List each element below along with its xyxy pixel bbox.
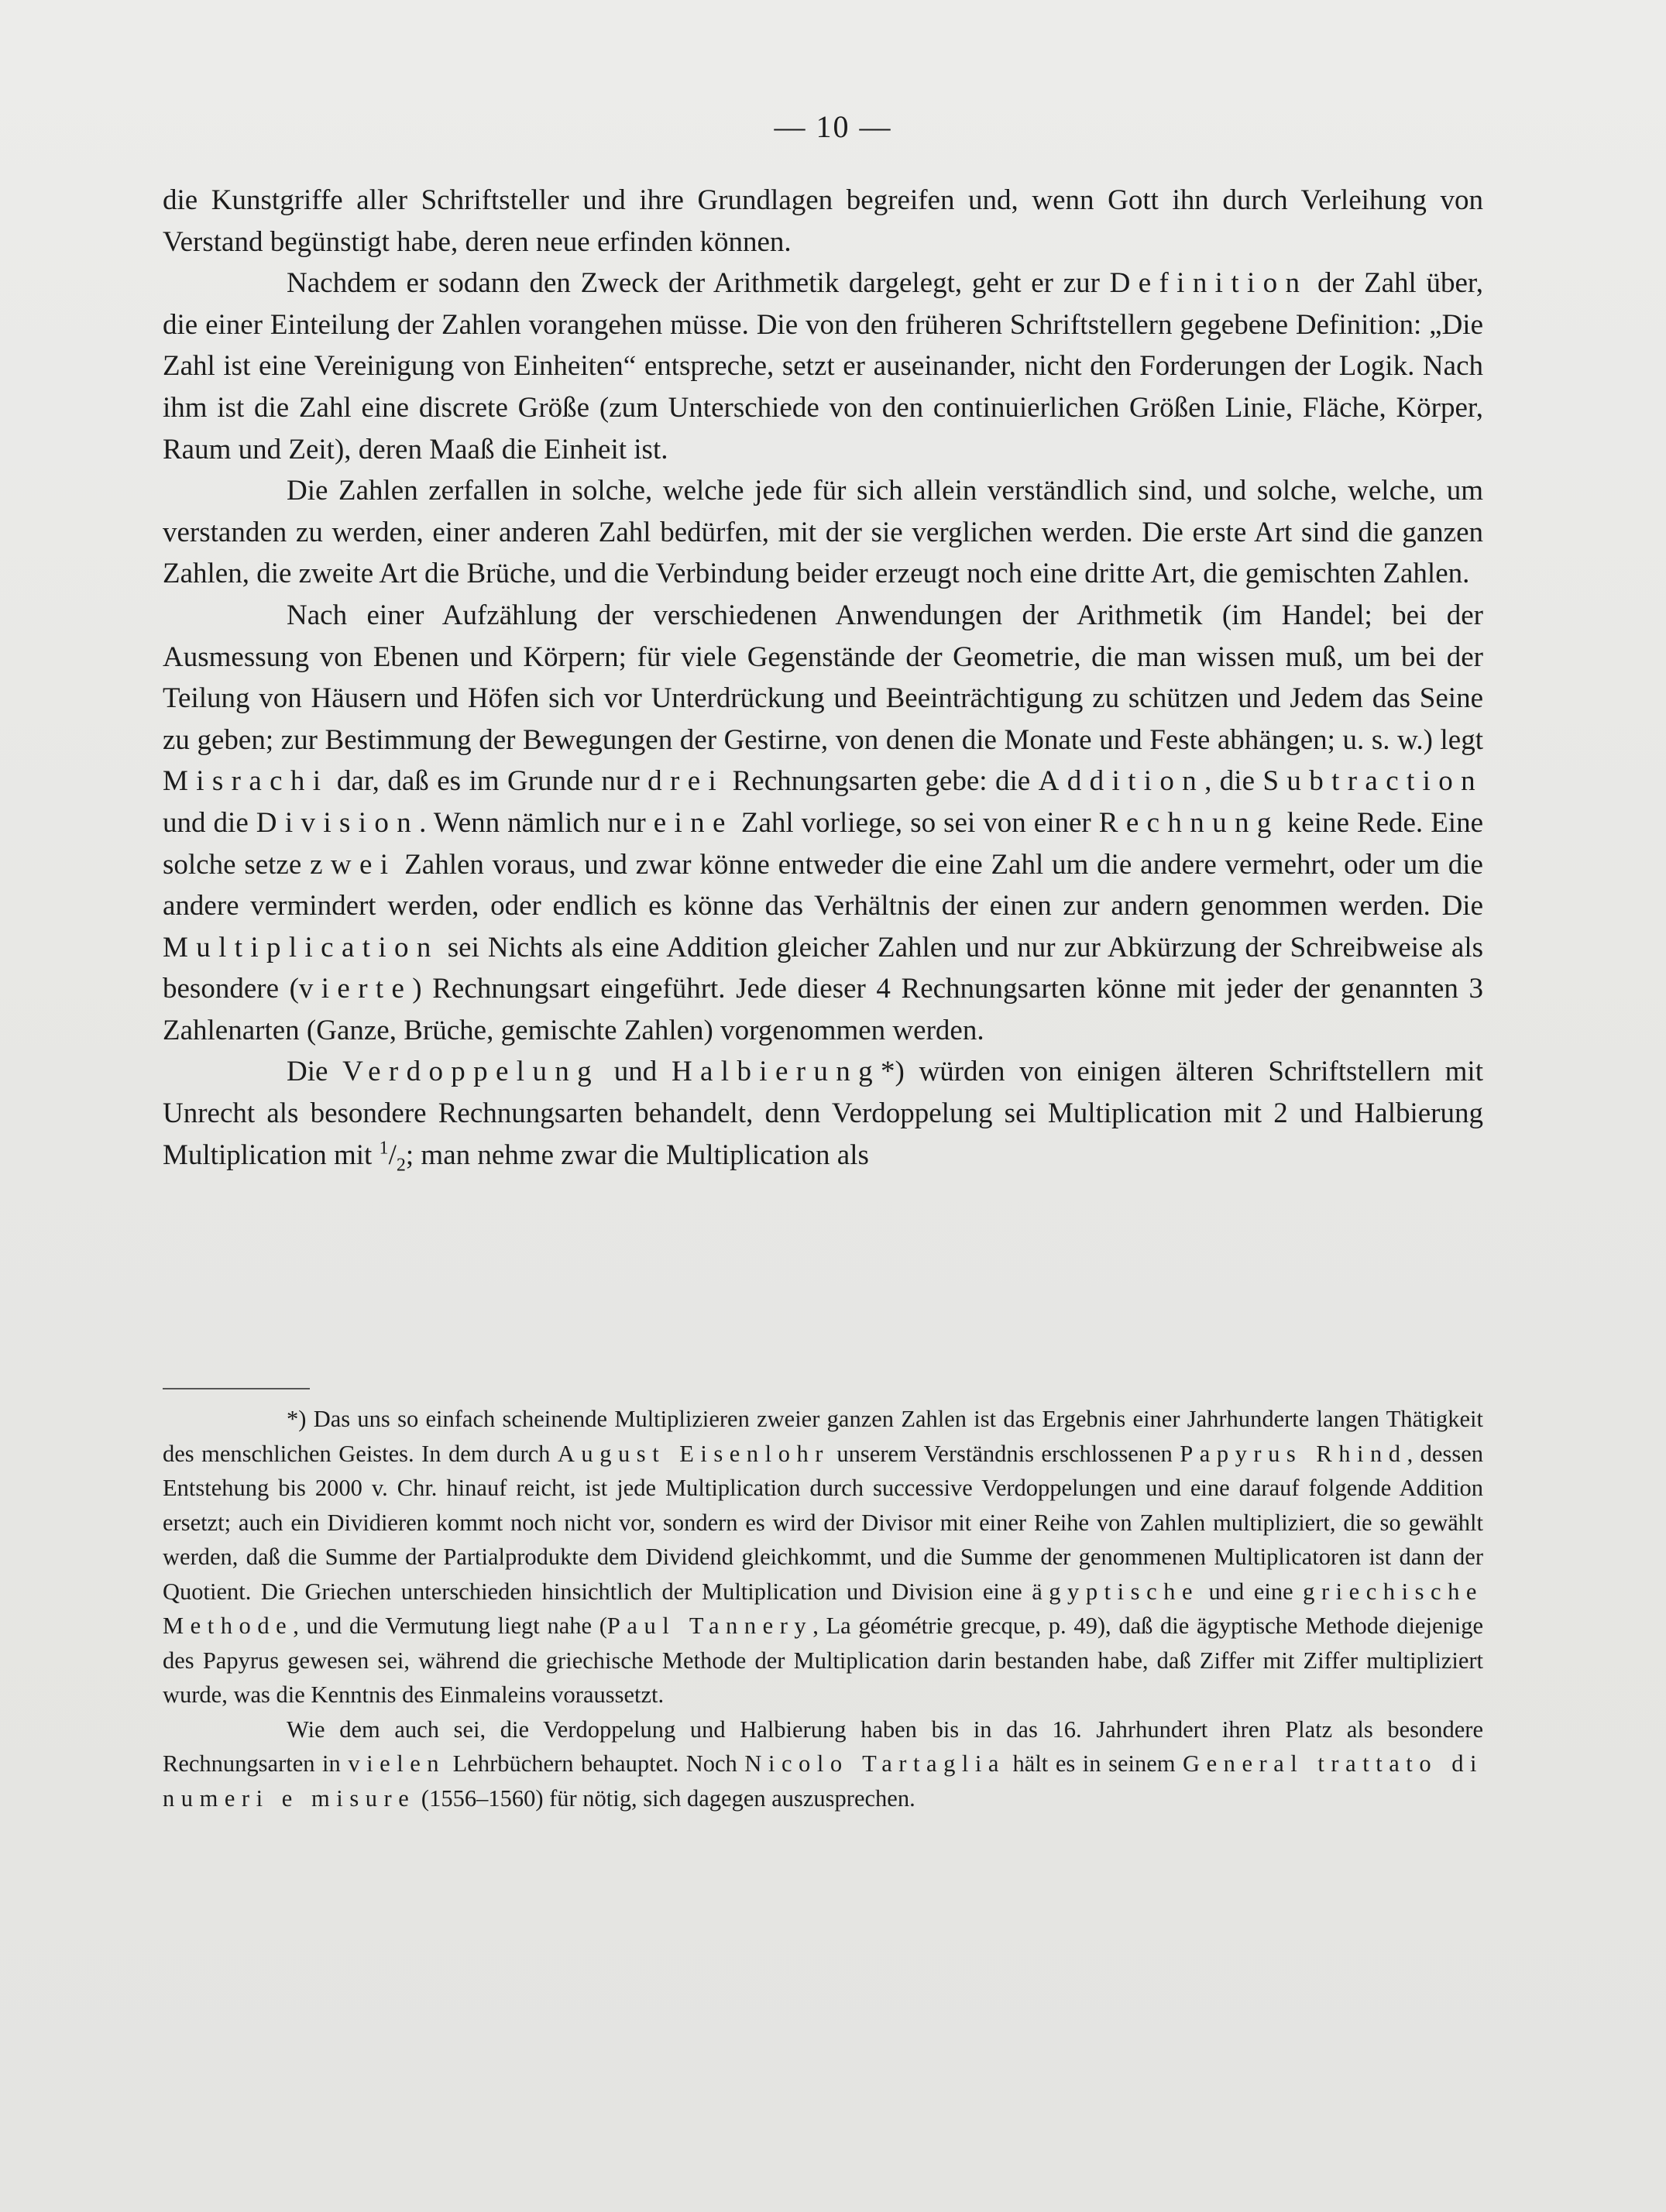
emphasis-text: eine bbox=[653, 806, 733, 839]
paragraph-text: Zahl vorliege, so sei von einer bbox=[733, 806, 1099, 839]
footnote-text: (1556–1560) für nötig, sich dagegen auszusprechen. bbox=[415, 1784, 915, 1812]
footnote-text: Wie dem auch sei, die Verdoppelung und Halbierung haben bis in das 16. Jahrhundert ihren Platz als besondere Rechnungsarten in bbox=[163, 1716, 1483, 1777]
footnote-text: und eine bbox=[1199, 1578, 1304, 1605]
footnote-text: hält es in seinem bbox=[1005, 1750, 1183, 1777]
paragraph-text: Rechnungsarten gebe: die bbox=[724, 765, 1039, 798]
paragraph-text: , die bbox=[1204, 765, 1263, 798]
emphasis-text: Subtraction bbox=[1262, 765, 1483, 798]
paragraph-text: Nachdem er sodann den Zweck der Arithmetik dargelegt, geht er zur bbox=[287, 267, 1110, 300]
fraction-denominator: 2 bbox=[396, 1155, 406, 1176]
main-text bbox=[163, 180, 1483, 1176]
emphasis-text: Paul Tannery bbox=[606, 1613, 813, 1639]
emphasis-text: Division bbox=[256, 806, 420, 839]
paragraph-text: Die bbox=[287, 1056, 343, 1088]
emphasis-text: Rechnung bbox=[1098, 806, 1280, 839]
emphasis-text: Addition bbox=[1038, 765, 1205, 798]
paragraph-text: die Kunstgriffe aller Schriftsteller und ihre Grundlagen begreifen und, wenn Gott ihn durch Verleihung von Verstand begünstigt habe, deren neue erfinden können. bbox=[163, 184, 1483, 258]
footnote-text: , La géométrie grecque, p. 49), daß die ägyptische Methode diejenige des Papyrus gewesen sei, während die griechische Methode der Multiplication darin bestanden habe, daß Ziffer mit Ziffer multipliziert wurde, was die Kenntnis des Einmaleins voraussetzt. bbox=[163, 1613, 1483, 1708]
paragraph-text: ; man nehme zwar die Multiplication als bbox=[405, 1139, 869, 1171]
emphasis-text: vielen bbox=[348, 1750, 446, 1777]
emphasis-text: Multiplication bbox=[163, 931, 439, 963]
footnote bbox=[163, 1712, 1483, 1816]
emphasis-text: Definition bbox=[1109, 267, 1308, 300]
fraction-numerator: 1 bbox=[379, 1138, 389, 1159]
paragraph-text: sei Nichts als eine Addition gleicher Zahlen und nur zur Abkürzung der Schreibweise als besondere ( bbox=[163, 931, 1483, 1005]
paragraph-text: der Zahl über, die einer Einteilung der Zahlen vorangehen müsse. Die von den früheren Schriftstellern gegebene Definition: „Die Zahl ist eine Vereinigung von Einheiten“ entspreche, setzt er auseinander, nicht den Forderungen der Logik. Nach ihm ist die Zahl eine discrete Größe (zum Unterschiede von den continuierlichen Größen Linie, Fläche, Körper, Raum und Zeit), deren Maaß die Einheit ist. bbox=[163, 267, 1483, 465]
footnote-text: *) Das uns so einfach scheinende Multiplizieren zweier ganzen Zahlen ist das Ergebnis einer Jahrhunderte langen Thätigkeit des menschlichen Geistes. In dem durch bbox=[163, 1406, 1483, 1467]
paragraph bbox=[163, 470, 1483, 595]
paragraph-text: keine Rede. Eine solche setze bbox=[163, 806, 1484, 881]
emphasis-text: vierte bbox=[298, 973, 413, 1005]
footnote bbox=[163, 1402, 1483, 1712]
paragraph bbox=[163, 180, 1483, 263]
emphasis-text: ägyptische bbox=[1032, 1578, 1200, 1605]
paragraph-text: ) Rechnungsart eingeführt. Jede dieser 4 Rechnungsarten könne mit jeder der genannten 3 Zahlenarten (Ganze, Brüche, gemischte Zahlen) vorgenommen werden. bbox=[163, 973, 1483, 1046]
paragraph-text: . Wenn nämlich nur bbox=[419, 806, 654, 839]
emphasis-text: Halbierung bbox=[671, 1056, 881, 1088]
emphasis-text: griechische Methode bbox=[163, 1578, 1483, 1639]
emphasis-text: Nicolo Tartaglia bbox=[744, 1750, 1005, 1777]
emphasis-text: August Eisenlohr bbox=[557, 1440, 830, 1467]
emphasis-text: General trattato di numeri e misure bbox=[163, 1750, 1484, 1812]
emphasis-text: Papyrus Rhind bbox=[1180, 1440, 1407, 1467]
emphasis-text: Misrachi bbox=[163, 765, 329, 798]
paragraph-text: und die bbox=[163, 806, 256, 839]
paragraph-text: *) würden von einigen älteren Schriftstellern mit Unrecht als besondere Rechnungsarten behandelt, denn Verdoppelung sei Multiplication mit 2 und Halbierung Multiplication mit bbox=[163, 1056, 1483, 1171]
emphasis-text: drei bbox=[648, 765, 725, 798]
paragraph-text: Die Zahlen zerfallen in solche, welche jede für sich allein verständlich sind, und solche, welche, um verstanden zu werden, einer anderen Zahl bedürfen, mit der sie verglichen werden. Die erste Art sind die ganzen Zahlen, die zweite Art die Brüche, und die Verbindung beider erzeugt noch eine dritte Art, die gemischten Zahlen. bbox=[163, 475, 1483, 590]
paragraph bbox=[163, 595, 1483, 1052]
footnote-text: , und die Vermutung liegt nahe ( bbox=[293, 1613, 607, 1639]
emphasis-text: zwei bbox=[310, 848, 397, 881]
footnote-rule bbox=[163, 1388, 310, 1389]
paragraph-text: Zahlen voraus, und zwar könne entweder die eine Zahl um die andere vermehrt, oder um die andere vermindert werden, oder endlich es könne das Verhältnis der einen zur andern genommen werden. Die bbox=[163, 848, 1483, 922]
paragraph-text: Nach einer Aufzählung der verschiedenen Anwendungen der Arithmetik (im Handel; bei der Ausmessung von Ebenen und Körpern; für viele Gegenstände der Geometrie, die man wissen muß, um bei der Teilung von Häusern und Höfen sich vor Unterdrückung und Beeinträchtigung zu schützen und Jedem das Seine zu geben; zur Bestimmung der Bewegungen der Gestirne, von denen die Monate und Feste abhängen; u. s. w.) legt bbox=[163, 599, 1483, 756]
page-number: — 10 — bbox=[774, 109, 892, 144]
footnotes bbox=[163, 1402, 1483, 1815]
paragraph bbox=[163, 263, 1483, 470]
paragraph: Die Verdoppelung und Halbierung*) würden von einigen älteren Schriftstellern mit Unrecht als besondere Rechnungsarten behandelt, denn Verdoppelung sei Multiplication mit 2 und Halbierung Multiplication mit $^1/_2$; man nehme zwar die Multiplication als bbox=[163, 1056, 1483, 1176]
emphasis-text: Verdoppelung bbox=[342, 1056, 600, 1088]
footnote-text: unserem Verständnis erschlossenen bbox=[829, 1440, 1180, 1467]
footnote-text: , dessen Entstehung bis 2000 v. Chr. hinauf reicht, ist jede Multiplication durch successive Verdoppelungen und eine darauf folgende Addition ersetzt; auch ein Dividieren kommt noch nicht vor, sondern es wird der Divisor mit einer Reihe von Zahlen multipliziert, die so gewählt werden, daß die Summe der Partialprodukte dem Dividend gleichkommt, und die Summe der genommenen Multiplicatoren ist dann der Quotient. Die Griechen unterschieden hinsichtlich der Multiplication und Division eine bbox=[163, 1440, 1483, 1605]
paragraph-text: dar, daß es im Grunde nur bbox=[328, 765, 648, 798]
footnote-text: Lehrbüchern behauptet. Noch bbox=[445, 1750, 745, 1777]
paragraph-text: und bbox=[599, 1056, 672, 1088]
